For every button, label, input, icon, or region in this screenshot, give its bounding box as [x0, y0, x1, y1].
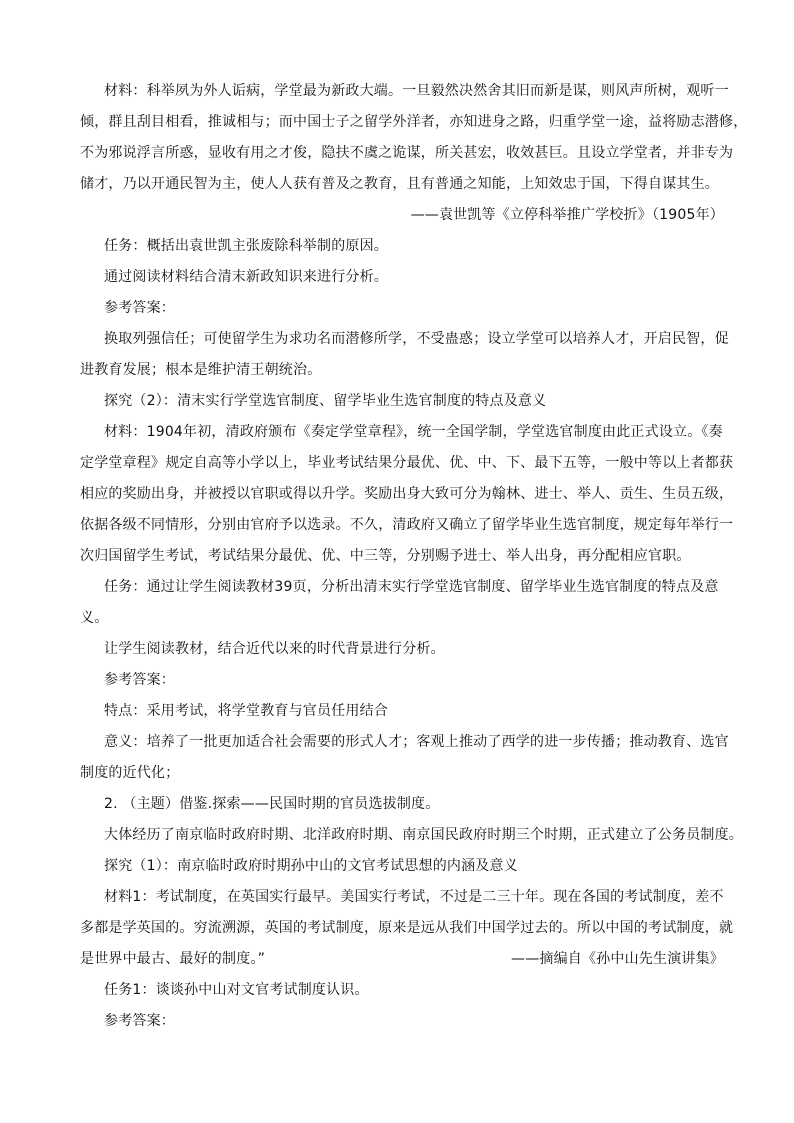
answer-1-line-1: 换取列强信任；可使留学生为求功名而潜修所学，不受蛊惑；设立学堂可以培养人才，开启民智，促: [104, 331, 729, 347]
answer-label-2: 参考答案：: [104, 672, 175, 688]
answer-label-1: 参考答案：: [104, 300, 175, 316]
material-3-line-2: 多都是学英国的。穷流溯源，英国的考试制度，原来是远从我们中国学过去的。所以中国的考试制度，就: [80, 920, 734, 936]
answer-1-line-2: 进教育发展；根本是维护清王朝统治。: [80, 362, 322, 378]
answer-label-3: 参考答案：: [104, 1013, 175, 1029]
task-3: 任务1：谈谈孙中山对文官考试制度认识。: [104, 982, 369, 998]
material-2-line-5: 次归国留学生考试，考试结果分最优、优、中三等，分别赐予进士、举人出身，再分配相应官职。: [80, 548, 691, 564]
material-2-line-1: 材料：1904年初，清政府颁布《奏定学堂章程》，统一全国学制，学堂选官制度由此正式设立。《奏: [104, 424, 723, 440]
task-1: 任务：概括出袁世凯主张废除科举制的原因。: [104, 238, 388, 254]
section-2-intro: 大体经历了南京临时政府时期、北洋政府时期、南京国民政府时期三个时期，正式建立了公务员制度。: [104, 827, 743, 843]
material-1-line-2: 倾，群且刮目相看，推诚相与；而中国士子之留学外洋者，亦知进身之路，归重学堂一途，益将励志潜修，: [80, 114, 748, 130]
answer-2-significance-line-2: 制度的近代化；: [80, 765, 180, 781]
material-1-source: ——袁世凯等《立停科举推广学校折》（1905年）: [410, 207, 724, 223]
material-2-line-2: 定学堂章程》规定自高等小学以上，毕业考试结果分最优、优、中、下、最下五等，一般中等以上者都获: [80, 455, 734, 471]
material-2-line-3: 相应的奖励出身，并被授以官职或得以升学。奖励出身大致可分为翰林、进士、举人、贡生、生员五级，: [80, 486, 734, 502]
method-2: 让学生阅读教材，结合近代以来的时代背景进行分析。: [104, 641, 445, 657]
inquiry-1-heading: 探究（1）：南京临时政府时期孙中山的文官考试思想的内涵及意义: [104, 858, 518, 874]
material-1-line-3: 不为邪说浮言所惑，显收有用之才俊，隐扶不虞之诡谋，所关甚宏，收效甚巨。且设立学堂者，并非专为: [80, 145, 734, 161]
material-3-line-3: 是世界中最古、最好的制度。”: [80, 951, 266, 967]
method-1: 通过阅读材料结合清末新政知识来进行分析。: [104, 269, 388, 285]
answer-2-significance-line-1: 意义：培养了一批更加适合社会需要的形式人才；客观上推动了西学的进一步传播；推动教育、选官: [104, 734, 729, 750]
material-3-line-1: 材料1：考试制度，在英国实行最早。美国实行考试，不过是二三十年。现在各国的考试制度，差不: [104, 889, 724, 905]
section-2-heading: 2. （主题）借鉴.探索——民国时期的官员选拔制度。: [104, 796, 440, 812]
material-1-line-1: 材料：科举夙为外人诟病，学堂最为新政大端。一旦毅然决然舍其旧而新是谋，则风声所树，观听一: [104, 83, 729, 99]
answer-2-features: 特点：采用考试，将学堂教育与官员任用结合: [104, 703, 388, 719]
task-2-line-2: 义。: [80, 610, 109, 626]
material-1-line-4: 储才，乃以开通民智为主，使人人获有普及之教育，且有普通之知能，上知效忠于国，下得自谋其生。: [80, 176, 719, 192]
material-2-line-4: 依据各级不同情形，分别由官府予以选录。不久，清政府又确立了留学毕业生选官制度，规定每年举行一: [80, 517, 734, 533]
task-2-line-1: 任务：通过让学生阅读教材39页，分析出清末实行学堂选官制度、留学毕业生选官制度的特点及意: [104, 579, 719, 595]
inquiry-2-heading: 探究（2）：清末实行学堂选官制度、留学毕业生选官制度的特点及意义: [104, 393, 547, 409]
material-3-source: ——摘编自《孙中山先生演讲集》: [511, 951, 724, 967]
